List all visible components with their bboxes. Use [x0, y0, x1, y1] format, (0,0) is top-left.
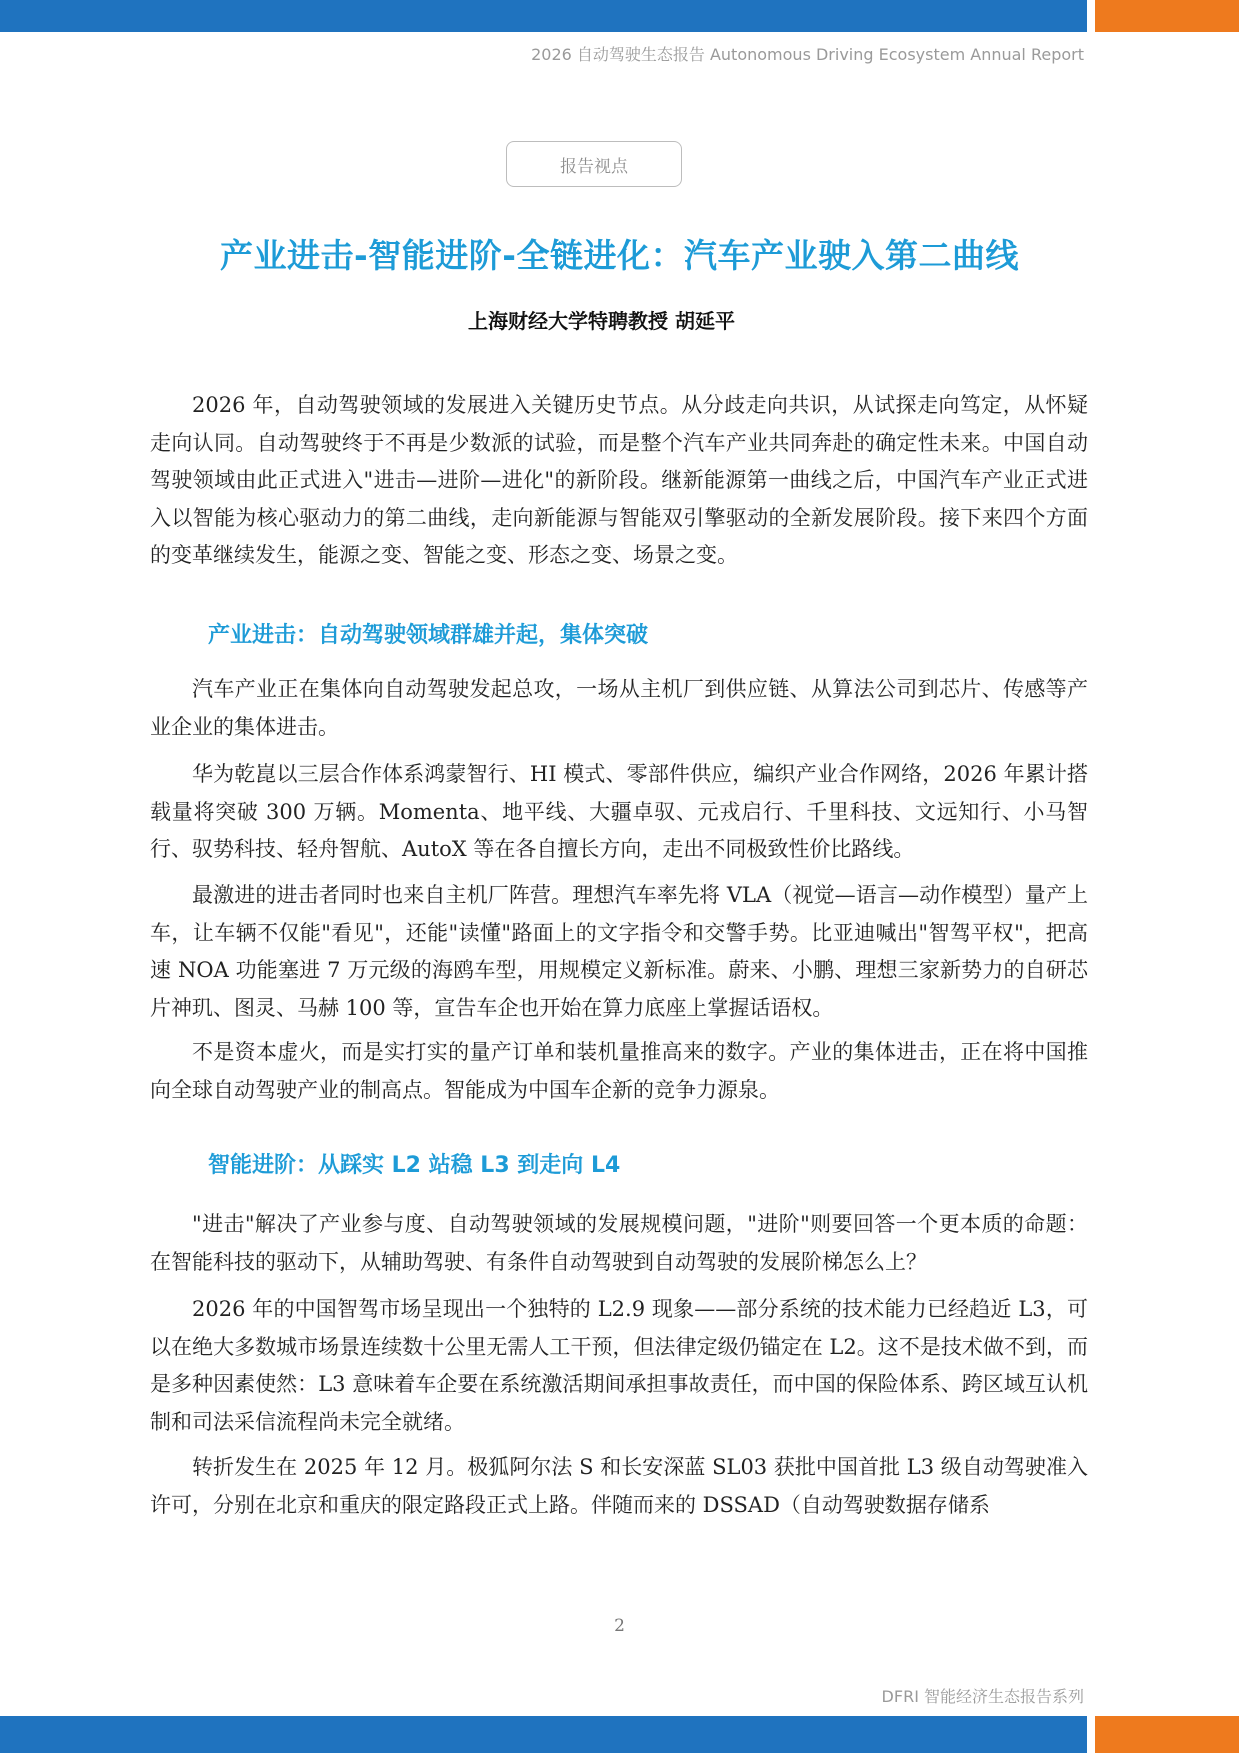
- body-paragraph: 最激进的进击者同时也来自主机厂阵营。理想汽车率先将 VLA（视觉—语言—动作模型）量产上车，让车辆不仅能"看见"，还能"读懂"路面上的文字指令和交警手势。比亚迪喊出"智驾平权"，把高速 NOA 功能塞进 7 万元级的海鸥车型，用规模定义新标准。蔚来、小鹏、理想三家新势力的自研芯片神玑、图灵、马赫 100 等，宣告车企也开始在算力底座上掌握话语权。: [150, 883, 1088, 1020]
- running-header: 2026 自动驾驶生态报告 Autonomous Driving Ecosystem Annual Report: [531, 45, 1084, 64]
- body-paragraph: 2026 年的中国智驾市场呈现出一个独特的 L2.9 现象——部分系统的技术能力已经趋近 L3，可以在绝大多数城市场景连续数十公里无需人工干预，但法律定级仍锚定在 L2。这不是技术做不到，而是多种因素使然：L3 意味着车企要在系统激活期间承担事故责任，而中国的保险体系、跨区域互认机制和司法采信流程尚未完全就绪。: [150, 1297, 1088, 1434]
- body-paragraph: "进击"解决了产业参与度、自动驾驶领域的发展规模问题，"进阶"则要回答一个更本质的命题：在智能科技的驱动下，从辅助驾驶、有条件自动驾驶到自动驾驶的发展阶梯怎么上？: [150, 1212, 1088, 1274]
- body-paragraph: 汽车产业正在集体向自动驾驶发起总攻，一场从主机厂到供应链、从算法公司到芯片、传感等产业企业的集体进击。: [150, 677, 1088, 739]
- author-line: 上海财经大学特聘教授 胡延平: [468, 309, 735, 333]
- page-title: 产业进击-智能进阶-全链进化：汽车产业驶入第二曲线: [220, 236, 1019, 275]
- body-paragraph: 华为乾崑以三层合作体系鸿蒙智行、HI 模式、零部件供应，编织产业合作网络，2026 年累计搭载量将突破 300 万辆。Momenta、地平线、大疆卓驭、元戎启行、千里科技、文远知行、小马智行、驭势科技、轻舟智航、AutoX 等在各自擅长方向，走出不同极致性价比路线。: [150, 762, 1088, 861]
- bottom-accent-bar-orange: [1095, 1716, 1239, 1753]
- section-heading-industry: 产业进击：自动驾驶领域群雄并起，集体突破: [208, 623, 649, 648]
- top-accent-bar-blue: [0, 0, 1087, 32]
- intro-paragraph: 2026 年，自动驾驶领域的发展进入关键历史节点。从分歧走向共识，从试探走向笃定，从怀疑走向认同。自动驾驶终于不再是少数派的试验，而是整个汽车产业共同奔赴的确定性未来。中国自动驾驶领域由此正式进入"进击—进阶—进化"的新阶段。继新能源第一曲线之后，中国汽车产业正式进入以智能为核心驱动力的第二曲线，走向新能源与智能双引擎驱动的全新发展阶段。接下来四个方面的变革继续发生，能源之变、智能之变、形态之变、场景之变。: [150, 393, 1088, 567]
- running-footer: DFRI 智能经济生态报告系列: [881, 1687, 1084, 1706]
- page-number: 2: [614, 1616, 625, 1636]
- top-accent-bar-orange: [1095, 0, 1239, 32]
- body-paragraph: 不是资本虚火，而是实打实的量产订单和装机量推高来的数字。产业的集体进击，正在将中国推向全球自动驾驶产业的制高点。智能成为中国车企新的竞争力源泉。: [150, 1040, 1088, 1102]
- bottom-accent-bar-blue: [0, 1716, 1087, 1753]
- section-heading-intelligence: 智能进阶：从踩实 L2 站稳 L3 到走向 L4: [208, 1153, 621, 1178]
- section-tag: 报告视点: [506, 141, 682, 187]
- body-paragraph: 转折发生在 2025 年 12 月。极狐阿尔法 S 和长安深蓝 SL03 获批中国首批 L3 级自动驾驶准入许可，分别在北京和重庆的限定路段正式上路。伴随而来的 DSSAD（自动驾驶数据存储系: [150, 1455, 1088, 1517]
